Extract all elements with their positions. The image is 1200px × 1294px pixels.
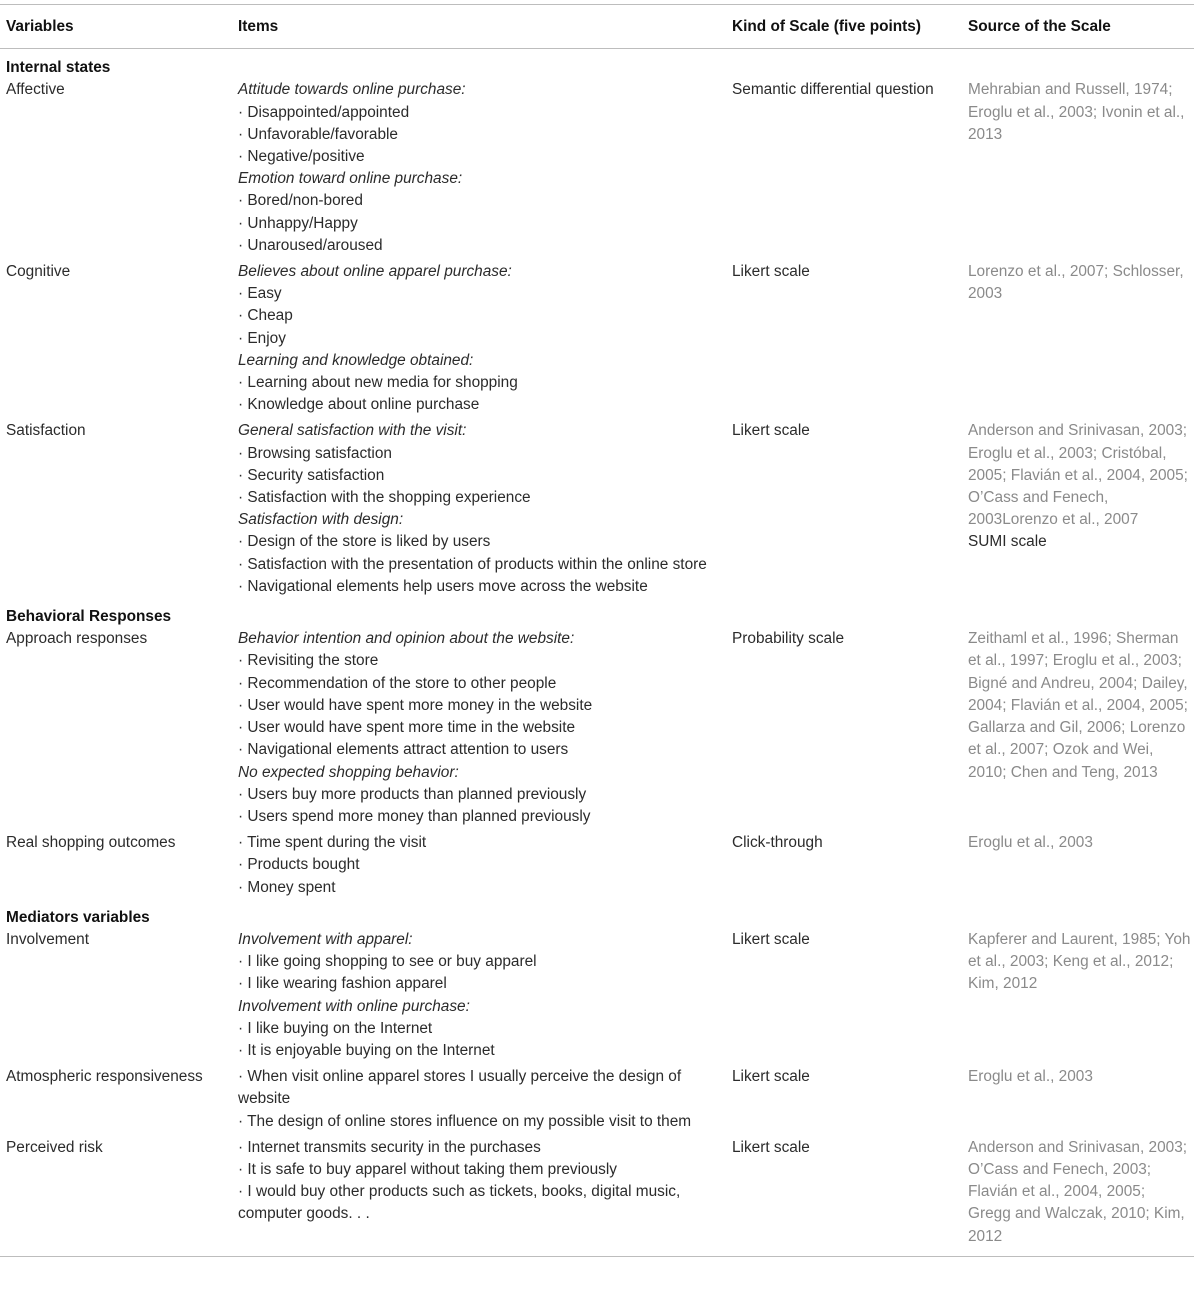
item-heading: Learning and knowledge obtained: (238, 351, 474, 369)
header-row (0, 5, 1194, 49)
table-row (0, 832, 1194, 903)
item-entry: · Users spend more money than planned previously (238, 807, 591, 825)
item-heading: Behavior intention and opinion about the website: (238, 630, 575, 648)
section-row (0, 49, 1194, 80)
scale-kind-cell: Semantic differential question (732, 81, 934, 99)
item-entry: · Disappointed/appointed (238, 103, 410, 121)
table-row (0, 420, 1194, 602)
section-row (0, 903, 1194, 929)
item-entry: · When visit online apparel stores I usually perceive the design of website (238, 1068, 682, 1108)
item-entry: · Bored/non-bored (238, 192, 363, 210)
variable-cell: Involvement (6, 930, 89, 948)
source-cell (962, 929, 1194, 1066)
items-cell (232, 261, 726, 420)
header-source: Source of the Scale (962, 5, 1194, 49)
item-entry: · Satisfaction with the shopping experience (238, 489, 531, 507)
scale-kind-cell: Likert scale (732, 422, 810, 440)
table-body (0, 49, 1194, 1257)
item-entry: · Money spent (238, 878, 336, 896)
item-entry: · I like wearing fashion apparel (238, 975, 447, 993)
header-items: Items (232, 5, 726, 49)
variable-cell: Approach responses (6, 630, 148, 648)
item-heading: Involvement with apparel: (238, 930, 413, 948)
source-cell (962, 1137, 1194, 1257)
source-cell (962, 832, 1194, 903)
section-title: Behavioral Responses (6, 608, 172, 626)
item-entry: · It is safe to buy apparel without taking them previously (238, 1160, 617, 1178)
scale-kind-cell: Likert scale (732, 1068, 810, 1086)
item-entry: · Design of the store is liked by users (238, 533, 491, 551)
table-row (0, 1137, 1194, 1257)
item-entry: · Recommendation of the store to other people (238, 674, 557, 692)
item-entry: · Enjoy (238, 329, 286, 347)
variable-cell: Real shopping outcomes (6, 834, 176, 852)
items-cell (232, 1066, 726, 1137)
source-citation: Mehrabian and Russell, 1974; Eroglu et al., 2003; Ivonin et al., 2013 (968, 81, 1185, 143)
item-entry: · I like buying on the Internet (238, 1019, 433, 1037)
item-entry: · Browsing satisfaction (238, 444, 392, 462)
item-entry: · Time spent during the visit (238, 834, 427, 852)
item-entry: · User would have spent more time in the website (238, 719, 576, 737)
item-entry: · Satisfaction with the presentation of products within the online store (238, 555, 707, 573)
section-title: Mediators variables (6, 908, 150, 926)
item-heading: Involvement with online purchase: (238, 997, 470, 1015)
item-entry: · Unhappy/Happy (238, 214, 358, 232)
variable-cell: Atmospheric responsiveness (6, 1068, 203, 1086)
item-entry: · The design of online stores influence on my possible visit to them (238, 1112, 692, 1130)
scale-kind-cell: Likert scale (732, 263, 810, 281)
item-entry: · Unfavorable/favorable (238, 125, 398, 143)
items-cell (232, 420, 726, 602)
source-citation: Kapferer and Laurent, 1985; Yoh et al., 2003; Keng et al., 2012; Kim, 2012 (968, 930, 1191, 993)
item-entry: · User would have spent more money in the website (238, 696, 593, 714)
item-entry: · Easy (238, 285, 282, 303)
scale-kind-cell: Likert scale (726, 1137, 962, 1257)
table-row (0, 929, 1194, 1066)
item-entry: · Revisiting the store (238, 652, 379, 670)
items-cell (232, 832, 726, 903)
variable-cell: Perceived risk (0, 1137, 232, 1257)
header-variables: Variables (0, 5, 232, 49)
item-entry: · Navigational elements attract attention to users (238, 741, 569, 759)
table-row (0, 1066, 1194, 1137)
item-heading: General satisfaction with the visit: (238, 422, 467, 440)
table-row (0, 261, 1194, 420)
section-row (0, 602, 1194, 628)
source-citation: Eroglu et al., 2003 (968, 1068, 1093, 1086)
item-entry: · Users buy more products than planned previously (238, 785, 587, 803)
scale-kind-cell: Likert scale (732, 930, 810, 948)
source-citation: SUMI scale (968, 533, 1047, 551)
item-entry: · Unaroused/aroused (238, 236, 383, 254)
item-entry: · Knowledge about online purchase (238, 396, 480, 414)
variable-cell: Cognitive (6, 263, 71, 281)
items-cell (232, 929, 726, 1066)
table-row (0, 628, 1194, 832)
source-cell (962, 79, 1194, 261)
item-heading: Emotion toward online purchase: (238, 170, 463, 188)
item-entry: · Navigational elements help users move across the website (238, 577, 648, 595)
item-entry: · Internet transmits security in the purchases (238, 1138, 541, 1156)
section-title: Internal states (6, 59, 111, 77)
item-heading: Satisfaction with design: (238, 511, 404, 529)
item-heading: Believes about online apparel purchase: (238, 263, 512, 281)
scale-kind-cell: Probability scale (732, 630, 845, 648)
item-entry: · Cheap (238, 307, 293, 325)
source-cell (962, 628, 1194, 832)
item-heading: No expected shopping behavior: (238, 763, 459, 781)
source-cell (962, 261, 1194, 420)
source-citation: Eroglu et al., 2003 (968, 834, 1093, 852)
table-row (0, 79, 1194, 261)
scale-kind-cell: Click-through (732, 834, 823, 852)
item-heading: Attitude towards online purchase: (238, 81, 466, 99)
item-entry: · It is enjoyable buying on the Internet (238, 1041, 495, 1059)
source-citation: Anderson and Srinivasan, 2003; O’Cass and Fenech, 2003; Flavián et al., 2004, 2005; Gregg and Walczak, 2010; Kim, 2012 (968, 1138, 1188, 1245)
item-entry: · Security satisfaction (238, 466, 385, 484)
source-cell (962, 1066, 1194, 1137)
variable-cell: Satisfaction (6, 422, 86, 440)
item-entry: · I like going shopping to see or buy apparel (238, 953, 537, 971)
items-cell (232, 79, 726, 261)
item-entry: · Learning about new media for shopping (238, 374, 518, 392)
header-kind-of-scale: Kind of Scale (five points) (726, 5, 962, 49)
scales-table (0, 4, 1194, 1257)
source-citation: Zeithaml et al., 1996; Sherman et al., 1997; Eroglu et al., 2003; Bigné and Andreu, 2004; Dailey, 2004; Flavián et al., 2004, 2005; Gallarza and Gil, 2006; Lorenzo et al., 2007; Ozok and Wei, 2010; Chen and Teng, 2013 (968, 630, 1188, 781)
source-citation: Lorenzo et al., 2007; Schlosser, 2003 (968, 263, 1184, 303)
item-entry: · Negative/positive (238, 148, 365, 166)
items-cell (232, 1137, 726, 1257)
items-cell (232, 628, 726, 832)
item-entry: · I would buy other products such as tickets, books, digital music, computer goods. . . (238, 1183, 681, 1223)
source-citation: Anderson and Srinivasan, 2003; Eroglu et al., 2003; Cristóbal, 2005; Flavián et al., 2004, 2005; O’Cass and Fenech, 2003Lorenzo et al., 2007 (968, 422, 1188, 529)
item-entry: · Products bought (238, 856, 360, 874)
variable-cell: Affective (6, 81, 65, 99)
source-cell (962, 420, 1194, 602)
